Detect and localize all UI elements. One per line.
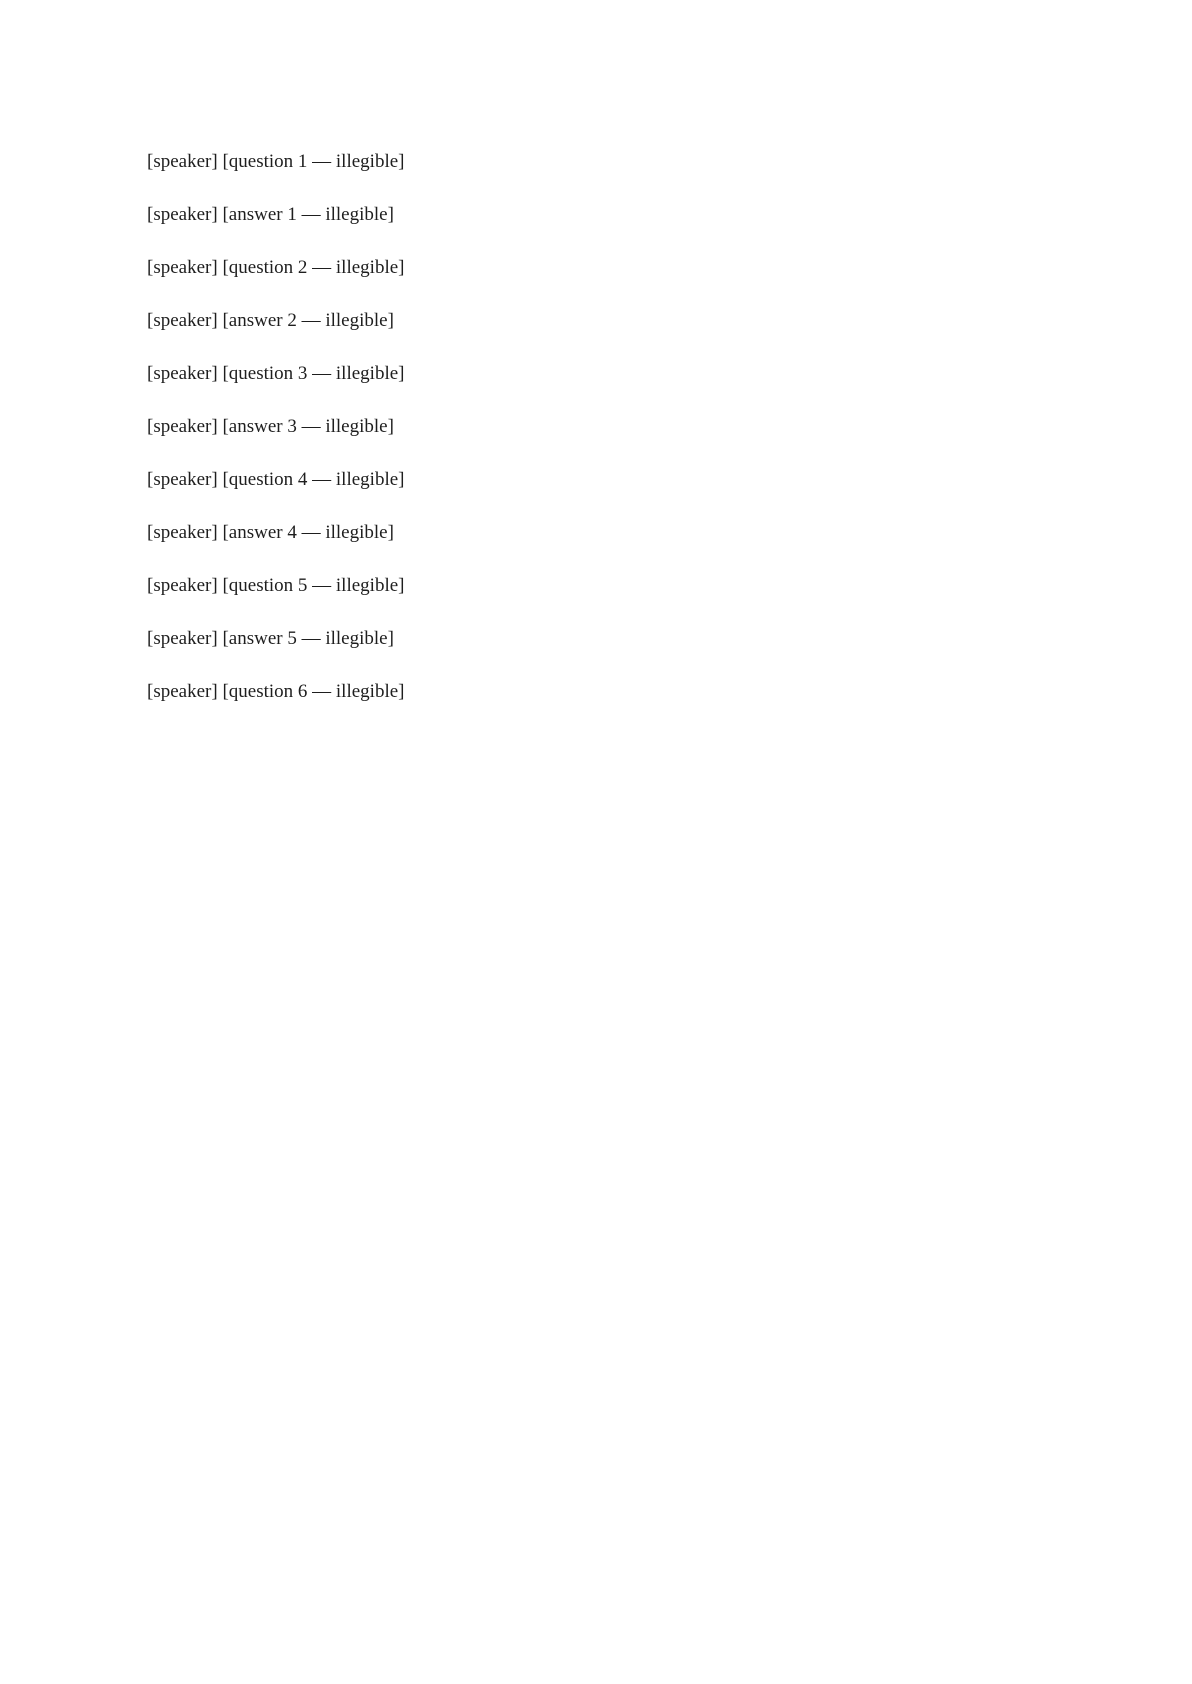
paragraph-text: [question 5 — illegible] (222, 575, 405, 596)
transcript-answer (147, 305, 1052, 336)
speaker-label: [speaker] (147, 469, 218, 490)
paragraph-text: [question 6 — illegible] (222, 681, 405, 702)
transcript-question (147, 676, 1052, 707)
transcript-answer (147, 199, 1052, 230)
transcript-answer (147, 623, 1052, 654)
speaker-label: [speaker] (147, 681, 218, 702)
interview-transcript (147, 146, 1052, 729)
paragraph-text: [answer 2 — illegible] (222, 310, 394, 331)
paragraph-text: [question 3 — illegible] (222, 363, 405, 384)
paragraph-text: [answer 1 — illegible] (222, 204, 394, 225)
speaker-label: [speaker] (147, 575, 218, 596)
transcript-answer (147, 517, 1052, 548)
transcript-answer (147, 411, 1052, 442)
paragraph-text: [question 2 — illegible] (222, 257, 405, 278)
speaker-label: [speaker] (147, 204, 218, 225)
speaker-label: [speaker] (147, 257, 218, 278)
transcript-question (147, 146, 1052, 177)
speaker-label: [speaker] (147, 310, 218, 331)
transcript-question (147, 252, 1052, 283)
paragraph-text: [answer 5 — illegible] (222, 628, 394, 649)
transcript-question (147, 464, 1052, 495)
speaker-label: [speaker] (147, 522, 218, 543)
speaker-label: [speaker] (147, 416, 218, 437)
speaker-label: [speaker] (147, 363, 218, 384)
paragraph-text: [question 4 — illegible] (222, 469, 405, 490)
paragraph-text: [question 1 — illegible] (222, 151, 405, 172)
speaker-label: [speaker] (147, 151, 218, 172)
paragraph-text: [answer 3 — illegible] (222, 416, 394, 437)
speaker-label: [speaker] (147, 628, 218, 649)
transcript-question (147, 570, 1052, 601)
paragraph-text: [answer 4 — illegible] (222, 522, 394, 543)
transcript-question (147, 358, 1052, 389)
